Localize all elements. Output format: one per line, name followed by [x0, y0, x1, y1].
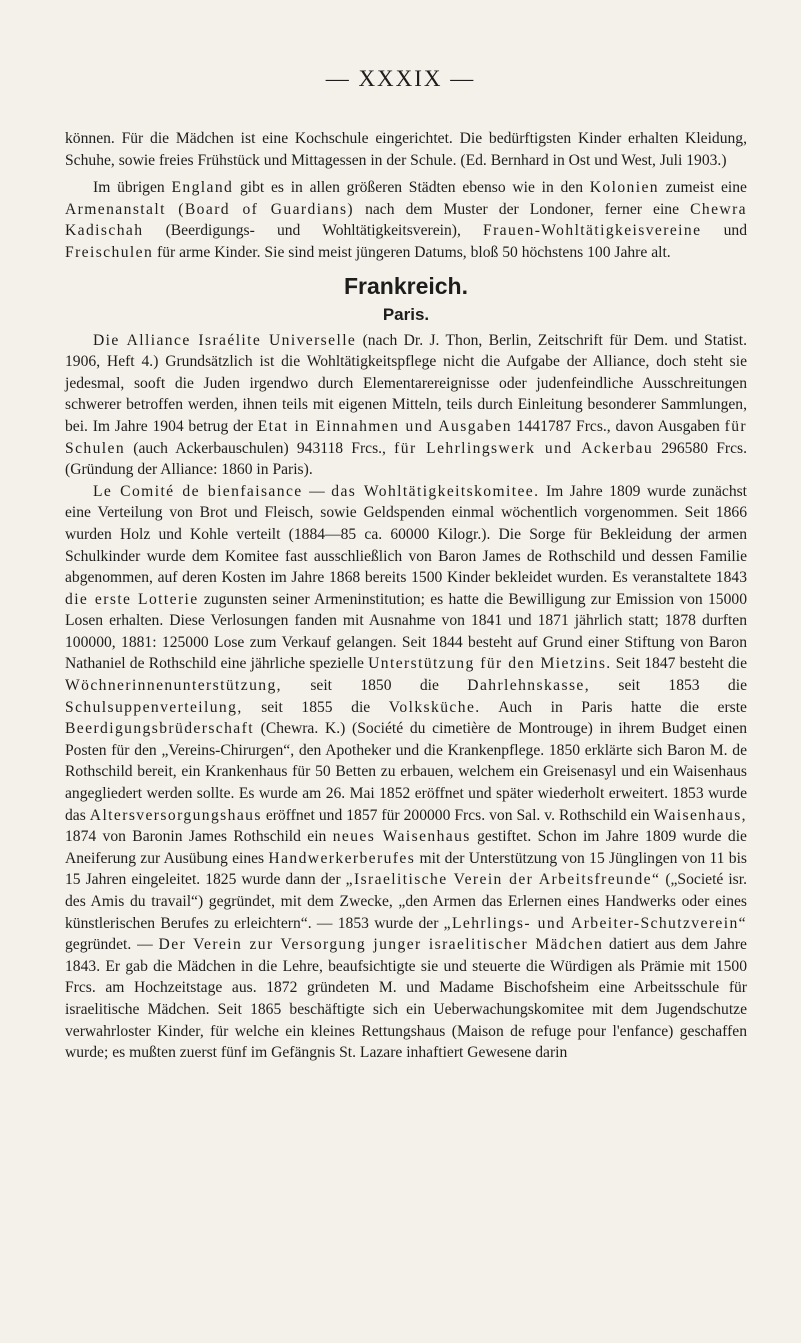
spaced-term: Dahrlehnskasse, — [467, 677, 591, 695]
text-run: eröffnet und 1857 für 200000 Frcs. von Sal. v. Rothschild ein — [261, 806, 654, 824]
spaced-term: für Lehrlingswerk und Ackerbau — [394, 439, 654, 457]
text-run: 296580 Frcs. (Gründung der Alliance: 1860 in Paris). — [65, 439, 747, 479]
spaced-term: Freischulen — [65, 243, 154, 261]
text-run: seit 1855 die — [242, 698, 389, 716]
text-run: („Societé isr. des Amis du travail“) gegründet, mit dem Zwecke, „den Armen das Erlernen eines Handwerks oder eines künstlerischen Berufes zu erleichtern“. — 1853 wurde der — [65, 871, 747, 932]
spaced-term: die erste Lotterie — [65, 590, 199, 608]
text-run: zugunsten seiner Armeninstitution; es hatte die Bewilligung zur Emission von 15000 Losen erhalten. Diese Verlosungen fanden mit Ausnahme von 1841 und 1871 jährlich statt; 1878 durften 100000, 1881: 125000 Lose zum Verkauf gelangen. Seit 1844 besteht auf Grund einer Stiftung von Baron Nathaniel de Rothschild eine jährliche spezielle — [65, 590, 747, 673]
spaced-term: neues Waisenhaus — [332, 828, 471, 846]
spaced-term: Die Alliance Israélite Universelle — [93, 331, 357, 349]
text-run: Im Jahre 1809 wurde zunächst eine Verteilung von Brot und Fleisch, sowie Geldspenden einmal wöchentlich vorgenommen. Seit 1866 wurden Holz und Kohle verteilt (1884—85 ca. 60000 Kilogr.). Die Sorge für Bekleidung der armen Schulkinder wurde dem Komitee fast ausschließlich von Baron James de Rothschild und dessen Familie abgenommen, auf deren Kosten im Jahre 1868 bereits 1500 Kinder bekleidet wurden. Es veranstaltete 1843 — [65, 482, 748, 587]
spaced-term: Waisenhaus, — [653, 806, 747, 824]
text-run: seit 1850 die — [281, 677, 468, 695]
spaced-term: Unterstützung für den Mietzins. — [368, 655, 612, 673]
spaced-term: Wöchnerinnenunterstützung, — [65, 677, 282, 695]
text-run: seit 1853 die — [590, 677, 747, 695]
text-run: Im übrigen — [93, 179, 172, 197]
paragraph-alliance — [65, 330, 747, 481]
text-run: nach dem Muster der Londoner, ferner eine — [354, 200, 691, 218]
spaced-term: Altersversorgungshaus — [89, 806, 262, 824]
spaced-term: Frauen-Wohltätigkeisvereine — [483, 222, 702, 240]
spaced-term: Volksküche. — [388, 698, 481, 716]
spaced-term: „Lehrlings- und Arbeiter-Schutzverein“ — [443, 914, 747, 932]
text-run: datiert aus dem Jahre 1843. Er gab die Mädchen in die Lehre, beaufsichtigte sie und steuerte die Würdigen als Prämie mit 1500 Frcs. am Hochzeitstage aus. 1872 gründeten M. und Madame Bischofsheim eine Arbeitsschule für israelitische Mädchen. Seit 1865 beschäftigte sich ein Ueberwachungskomitee mit dem Jugendschutze verwahrloster Kinder, für welche ein kleines Rettungshaus (Maison de refuge pour l'enfance) geschaffen wurde; es mußten zuerst fünf im Gefängnis St. Lazare inhaftiert Gewesene darin — [65, 936, 747, 1062]
spaced-term: Schulsuppenverteilung, — [65, 698, 243, 716]
spaced-term: Der Verein zur Versorgung junger israelitischer Mädchen — [158, 936, 604, 954]
text-run: gestiftet. Schon im Jahre 1809 wurde die Aneiferung zur Ausübung eines — [65, 828, 747, 867]
spaced-term: Armenanstalt (Board of Guardians) — [65, 200, 355, 218]
spaced-term: England — [171, 179, 234, 197]
spaced-term: Kolonien — [589, 179, 660, 197]
text-run: gibt es in allen größeren Städten ebenso wie in den — [233, 179, 590, 197]
spaced-term: Beerdigungsbrüderschaft — [65, 720, 254, 738]
spaced-term: Handwerkerberufes — [268, 849, 416, 867]
running-head: — XXXIX — — [325, 66, 476, 91]
section-heading-country: Frankreich. — [344, 272, 468, 299]
text-run: und — [701, 222, 747, 240]
section-heading-city: Paris. — [382, 304, 430, 324]
spaced-term: „Israelitische Verein der Arbeitsfreunde“ — [345, 871, 661, 889]
text-run: Seit 1847 besteht die — [611, 655, 748, 673]
text-run: für arme Kinder. Sie sind meist jüngeren Datums, bloß 50 höchstens 100 Jahre alt. — [153, 243, 671, 261]
text-run: (auch Ackerbauschulen) 943118 Frcs., — [125, 439, 395, 457]
spaced-term: Le Comité de bienfaisance — [93, 482, 303, 500]
text-body — [65, 128, 747, 1064]
paragraph-england — [65, 177, 747, 263]
text-run: (Beerdigungs- und Wohltätigkeitsverein), — [143, 222, 484, 240]
text-run: 1874 von Baronin James Rothschild ein — [65, 828, 333, 846]
text-run: mit der Unterstützung von 15 Jünglingen von 11 bis 15 Jahren eingeleitet. 1825 wurde dann der — [65, 849, 747, 889]
text-run: (Chewra. K.) (Société du cimetière de Montrouge) in ihrem Budget einen Posten für den „Vereins-Chirurgen“, den Apotheker und die Krankenpflege. 1850 erklärte sich Baron M. de Rothschild bereit, ein Krankenhaus für 50 Betten zu erbauen, welchem ein Greisenasyl und ein Waisenhaus angegliedert werden sollte. Es wurde am 26. Mai 1852 eröffnet und später wiederholt erweitert. 1853 wurde das — [65, 720, 747, 824]
spaced-term: für Schulen — [65, 417, 747, 457]
text-run: 1441787 Frcs., davon Ausgaben — [511, 417, 725, 435]
text-run: gegründet. — — [65, 936, 159, 954]
paragraph-comite — [65, 481, 747, 1064]
spaced-term: Etat in Einnahmen und Ausgaben — [257, 417, 512, 435]
spaced-term: das Wohltätigkeitskomitee. — [331, 482, 540, 500]
text-run: zumeist eine — [659, 179, 747, 197]
text-run: Auch in Paris hatte die erste — [480, 698, 747, 716]
text-run: (nach Dr. J. Thon, Berlin, Zeitschrift für Dem. und Statist. 1906, Heft 4.) Grundsätzlich ist die Wohltätigkeitspflege nicht die Aufgabe der Alliance, doch steht sie jedesmal, sooft die Juden irgendwo durch Elementarereignisse oder judenfeindliche Ausschreitungen schwerer betroffen werden, ihnen teils mit eigenen Mitteln, teils durch Einleitung besonderer Sammlungen, bei. Im Jahre 1904 betrug der — [65, 331, 747, 435]
text-run: — — [302, 482, 332, 500]
paragraph-kochschule: können. Für die Mädchen ist eine Kochschule eingerichtet. Die bedürftigsten Kinder erhalten Kleidung, Schuhe, sowie freies Frühstück und Mittagessen in der Schule. (Ed. Bernhard in Ost und West, Juli 1903.) — [65, 130, 747, 169]
spaced-term: Chewra Kadischah — [65, 200, 747, 240]
